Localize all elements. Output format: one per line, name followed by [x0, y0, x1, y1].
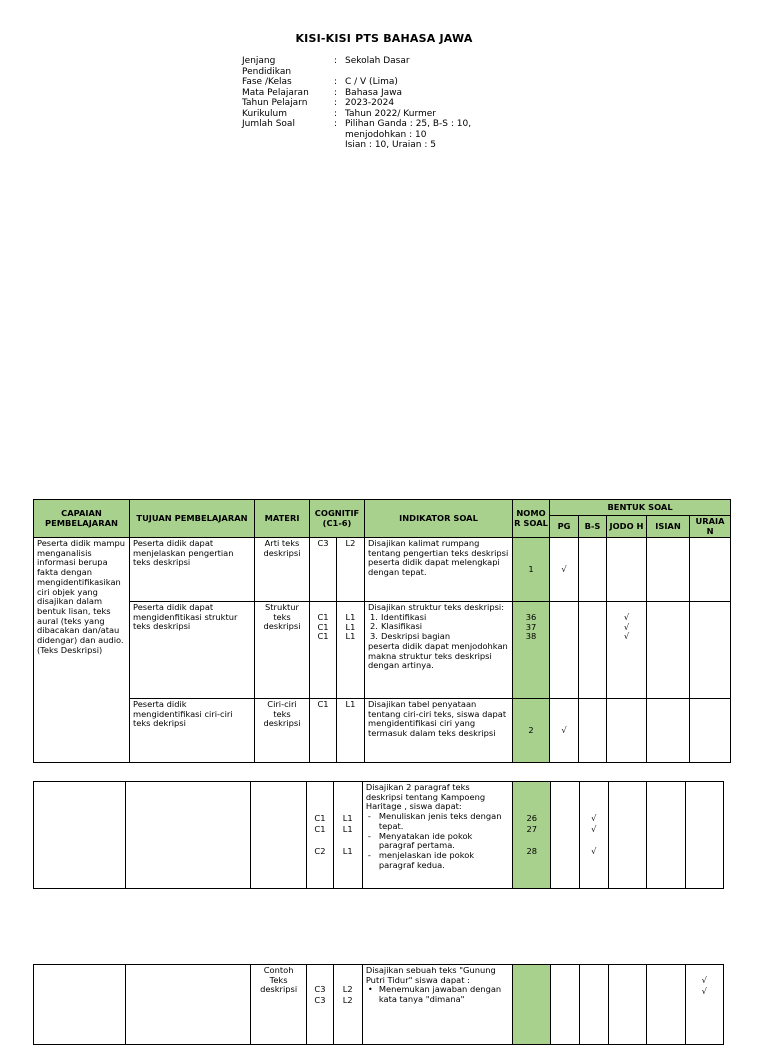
header-uraian: URAIA N	[690, 516, 731, 538]
list-item: • Menemukan jawaban dengan kata tanya "dimana"	[367, 984, 502, 1005]
kisi-kisi-table	[33, 499, 731, 763]
indikator-list	[366, 812, 509, 870]
cognitive-level-cell: C1 C1 C1	[310, 602, 337, 699]
indikator-list	[366, 985, 509, 1004]
cognitive-level-cell: C3	[310, 538, 337, 602]
tujuan-cell: Peserta didik dapat menjelaskan pengertian teks deskripsi	[130, 538, 255, 602]
header-nomor: NOMO R SOAL	[513, 500, 550, 538]
indikator-cell: Disajikan struktur teks deskripsi: 1. Identifikasi 2. Klasifikasi 3. Deskripsi bagian peserta didik dapat menjodohkan makna struktur teks deskripsi dengan artinya.	[365, 602, 513, 699]
materi-cell: Contoh Teks deskripsi	[250, 965, 306, 1045]
header-bentuk-soal: BENTUK SOAL	[550, 500, 731, 516]
cognitive-level-cell: C1 C1 C2	[307, 782, 333, 889]
list-item: 3. Deskripsi bagian	[370, 631, 451, 642]
bs-check: √ √ √	[579, 782, 608, 889]
indikator-cell: Disajikan 2 paragraf teks deskripsi tentang Kampoeng Haritage , siswa dapat: - Menuliskan jenis teks dengan tepat. - Menyatakan ide pokok paragraf pertama. - menjelaskan ide pokok paragraf kedua.	[362, 782, 512, 889]
literacy-level-cell: L2 L2	[333, 965, 362, 1045]
header-materi: MATERI	[255, 500, 310, 538]
header-isian: ISIAN	[647, 516, 690, 538]
cognitive-level-cell: C3 C3	[307, 965, 333, 1045]
nomor-cell: 2	[513, 699, 550, 763]
document-title: KISI-KISI PTS BAHASA JAWA	[295, 32, 473, 45]
materi-cell: Arti teks deskripsi	[255, 538, 310, 602]
table-row	[34, 538, 731, 602]
header-jodoh: JODO H	[607, 516, 647, 538]
jodoh-check: √ √ √	[607, 602, 647, 699]
nomor-cell: 26 27 28	[513, 782, 551, 889]
tujuan-cell: Peserta didik mengidentifikasi ciri-ciri teks dekripsi	[130, 699, 255, 763]
table-row	[34, 965, 724, 1045]
header-indikator: INDIKATOR SOAL	[365, 500, 513, 538]
continuation-table-2	[33, 964, 724, 1045]
indikator-cell: Disajikan sebuah teks "Gunung Putri Tidur" siswa dapat : • Menemukan jawaban dengan kata tanya "dimana"	[362, 965, 512, 1045]
table-row	[34, 699, 731, 763]
header-kognitif: COGNITIF (C1-6)	[310, 500, 365, 538]
header-pg: PG	[550, 516, 579, 538]
materi-cell: Ciri-ciri teks deskripsi	[255, 699, 310, 763]
table-row	[34, 782, 724, 889]
cognitive-level-cell: C1	[310, 699, 337, 763]
pg-check: √	[550, 699, 579, 763]
header-tujuan: TUJUAN PEMBELAJARAN	[130, 500, 255, 538]
uraian-check: √ √	[685, 965, 723, 1045]
indikator-cell: Disajikan kalimat rumpang tentang pengertian teks deskripsi peserta didik dapat melengkapi dengan tepat.	[365, 538, 513, 602]
literacy-level-cell: L1	[337, 699, 365, 763]
literacy-level-cell: L1 L1 L1	[333, 782, 362, 889]
list-item: - Menuliskan jenis teks dengan tepat.	[367, 811, 502, 831]
capaian-cell: Peserta didik mampu menganalisis informasi berupa fakta dengan mengidentifikasikan ciri objek yang disajikan dalam bentuk lisan, teks aural (teks yang dibacakan dan/atau didengar) dan audio. (Teks Deskripsi)	[34, 538, 130, 763]
tujuan-cell: Peserta didik dapat mengidenfitikasi struktur teks deskripsi	[130, 602, 255, 699]
materi-cell: Struktur teks deskripsi	[255, 602, 310, 699]
nomor-cell: 36 37 38	[513, 602, 550, 699]
header-capaian: CAPAIAN PEMBELAJARAN	[34, 500, 130, 538]
list-item: - Menyatakan ide pokok paragraf pertama.	[367, 830, 473, 851]
indikator-cell: Disajikan tabel penyataan tentang ciri-ciri teks, siswa dapat mengidentifikasi ciri yang termasuk dalam teks deskripsi	[365, 699, 513, 763]
indikator-list	[368, 613, 509, 642]
literacy-level-cell: L1 L1 L1	[337, 602, 365, 699]
pg-check: √	[550, 538, 579, 602]
literacy-level-cell: L2	[337, 538, 365, 602]
table-row	[34, 602, 731, 699]
header-bs: B-S	[579, 516, 607, 538]
list-item: 1. Identifikasi	[370, 611, 427, 622]
nomor-cell: 1	[513, 538, 550, 602]
continuation-table	[33, 781, 724, 889]
list-item: 2. Klasifikasi	[370, 621, 423, 632]
list-item: - menjelaskan ide pokok paragraf kedua.	[367, 849, 475, 870]
nomor-cell	[513, 965, 551, 1045]
